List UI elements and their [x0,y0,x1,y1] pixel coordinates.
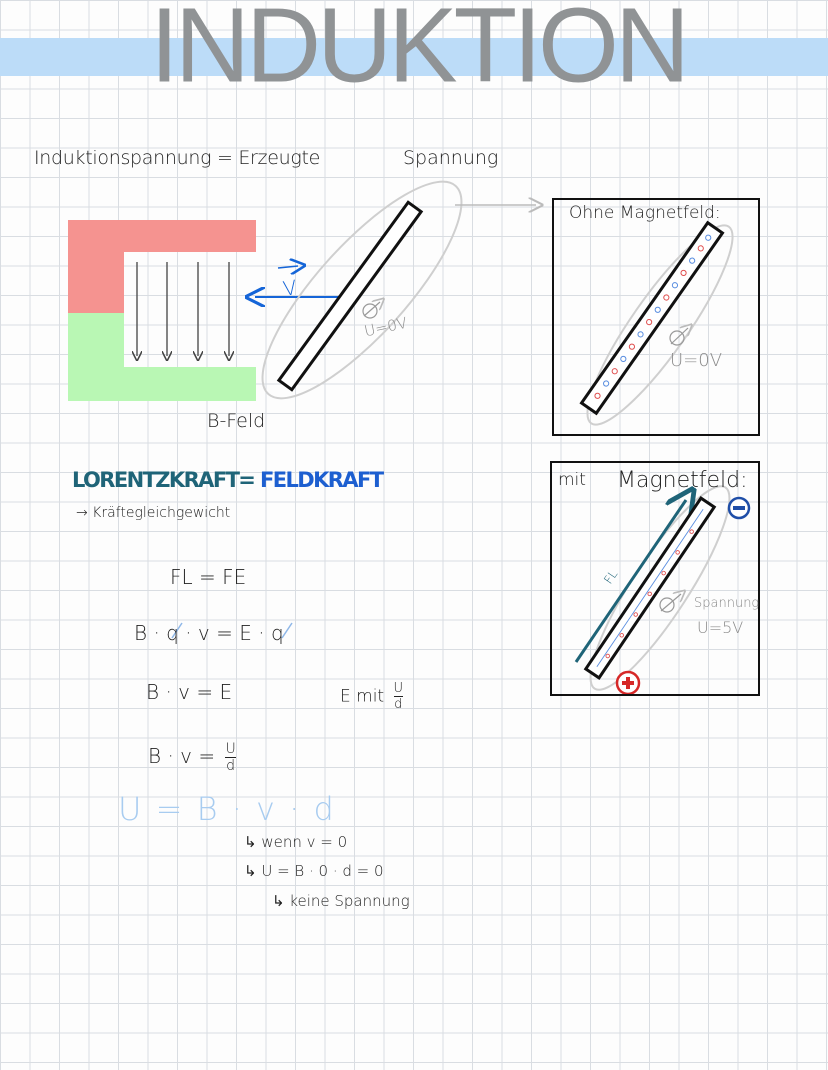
voltage-label-2: U=0V [670,350,723,371]
box-without-field [552,198,760,436]
magnet-south [68,367,256,401]
box1-title: Ohne Magnetfeld: [569,203,721,223]
e-mit: E mit [340,686,385,707]
fraction-u-d-2 [225,742,235,773]
voltage-word: Spannung [694,596,760,611]
voltage-label-3: U=5V [697,618,744,637]
when-line-3: ↳ keine Spannung [272,892,410,910]
intro-term: Induktionspannung [34,147,212,169]
equation-3-note [340,682,403,711]
equation-1: FL = FE [170,565,247,589]
field-lines [137,262,229,356]
equation-4-left: B · v = [148,744,216,768]
result-formula: U = B · v · d [118,790,336,828]
intro-definition-2: Spannung [403,147,499,169]
force-label: FL [601,567,621,587]
v-vector-arrow [278,266,298,268]
when-line-1: ↳ wenn v = 0 [244,833,348,851]
lorentz-eq: = [238,468,255,492]
magnet [68,220,256,401]
voltage-label-1: U=0V [362,313,409,341]
when-line-2: ↳ U = B · 0 · d = 0 [244,862,384,880]
box-with-field [550,461,760,696]
magnet-north-leg [68,220,124,313]
page-title: INDUKTION [150,0,686,106]
box2-title-mit: mit [558,470,586,490]
intro-definition-1: Erzeugte [238,147,321,169]
field-label: B-Feld [207,410,266,432]
fraction-u-d [394,682,404,711]
equation-3: B · v = E [146,680,233,704]
frac-den: d [394,697,403,712]
lorentz-heading [72,468,383,492]
plus-symbol [624,672,634,673]
intro-eq: = [216,147,233,169]
velocity-label: V [281,275,299,301]
lorentz-right: FELDKRAFT [260,468,383,492]
frac2-num: U [225,741,236,757]
equation-4 [148,742,236,773]
box2-title-field: Magnetfeld: [617,468,748,493]
frac-num: U [393,681,404,696]
frac2-den: d [226,758,236,774]
minus-symbol [734,497,744,498]
lorentz-left: LORENTZKRAFT [72,468,239,492]
lorentz-note: → Kräftegleichgewicht [76,505,231,521]
equation-2: B · q · v = E · q [134,621,284,645]
